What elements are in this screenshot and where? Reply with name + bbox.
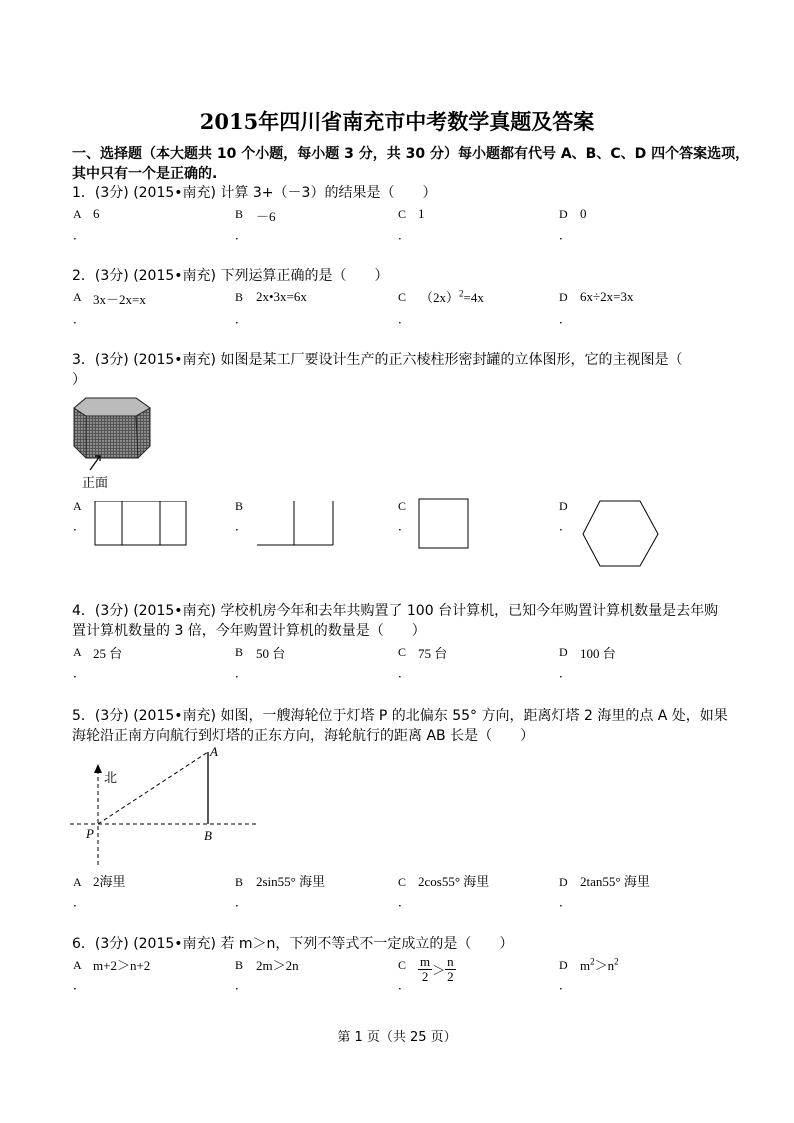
option-a-text: 6 bbox=[93, 206, 100, 221]
option-letter: A bbox=[73, 645, 82, 659]
hexagonal-prism-figure bbox=[72, 392, 156, 464]
option-letter: B bbox=[235, 499, 244, 513]
option-b-text: 2x•3x=6x bbox=[256, 289, 307, 304]
question-stem: 1．(3分) (2015•南充) 计算 3+（－3）的结果是（ ） bbox=[72, 185, 437, 201]
option-dot: ． bbox=[235, 978, 248, 992]
option-dot: ． bbox=[559, 519, 572, 533]
option-dot: ． bbox=[398, 519, 411, 533]
option-letter: C bbox=[398, 875, 407, 889]
page-title: 2015年四川省南充市中考数学真题及答案 bbox=[199, 109, 595, 134]
question-stem: 2．(3分) (2015•南充) 下列运算正确的是（ ） bbox=[72, 268, 389, 284]
option-c-text: 2cos55° 海里 bbox=[418, 874, 490, 889]
option-letter: B bbox=[235, 290, 244, 304]
option-letter: B bbox=[235, 958, 244, 972]
option-dot: ． bbox=[235, 666, 248, 680]
fraction-n-over-2: $\frac{n}{2}$ bbox=[447, 954, 454, 984]
option-d-text: 100 台 bbox=[580, 646, 616, 661]
option-dot: ． bbox=[398, 228, 411, 242]
question-stem: 4．(3分) (2015•南充) 学校机房今年和去年共购置了 100 台计算机，已知今年购置计算机数量是去年购 bbox=[72, 603, 719, 619]
option-dot: ． bbox=[235, 519, 248, 533]
option-letter: D bbox=[559, 290, 568, 304]
option-letter: D bbox=[559, 207, 568, 221]
option-d-text: $m^2>n^2$ bbox=[580, 956, 619, 973]
option-a-text: m+2＞n+2 bbox=[93, 958, 151, 973]
option-dot: ． bbox=[398, 978, 411, 992]
option-letter: A bbox=[73, 875, 82, 889]
option-letter: A bbox=[73, 290, 82, 304]
option-a-text: 25 台 bbox=[93, 646, 123, 661]
option-dot: ． bbox=[559, 228, 572, 242]
option-letter: B bbox=[235, 875, 244, 889]
figure-label-front: 正面 bbox=[82, 476, 109, 491]
question-stem-continued: 海轮沿正南方向航行到灯塔的正东方向，海轮航行的距离 AB 长是（ ） bbox=[72, 728, 535, 744]
option-dot: ． bbox=[398, 895, 411, 909]
section-header-line1: 一、选择题（本大题共 10 个小题，每小题 3 分，共 30 分）每小题都有代号 A、B、C、D 四个答案选项， bbox=[72, 146, 750, 162]
option-letter: D bbox=[559, 645, 568, 659]
option-dot: ． bbox=[235, 228, 248, 242]
option-dot: ． bbox=[235, 895, 248, 909]
option-c-text: 1 bbox=[418, 206, 425, 221]
north-label: 北 bbox=[104, 771, 118, 786]
option-c-text: 75 台 bbox=[418, 646, 448, 661]
option-dot: ． bbox=[73, 228, 86, 242]
option-b-text: 2m＞2n bbox=[256, 958, 299, 973]
option-dot: ． bbox=[559, 666, 572, 680]
question-stem: 5．(3分) (2015•南充) 如图，一艘海轮位于灯塔 P 的北偏东 55° 方向，距离灯塔 2 海里的点 A 处，如果 bbox=[72, 708, 728, 724]
option-letter: C bbox=[398, 207, 407, 221]
fraction-m-over-2: $\frac{m}{2}$ bbox=[420, 954, 431, 984]
option-a-text: 3x－2x=x bbox=[93, 292, 146, 307]
option-c-text: $(2x)^2=4x$ bbox=[420, 288, 484, 305]
option-dot: ． bbox=[73, 312, 86, 326]
option-dot: ． bbox=[559, 978, 572, 992]
option-letter: C bbox=[398, 290, 407, 304]
option-letter: D bbox=[559, 958, 568, 972]
option-dot: ． bbox=[73, 978, 86, 992]
option-d-text: 0 bbox=[580, 206, 587, 221]
navigation-diagram bbox=[70, 740, 260, 872]
option-letter: A bbox=[73, 499, 82, 513]
option-dot: ． bbox=[559, 895, 572, 909]
option-d-hexagon-figure bbox=[582, 500, 660, 568]
option-b-text: 50 台 bbox=[256, 646, 286, 661]
option-letter: B bbox=[235, 207, 244, 221]
point-b-label: B bbox=[204, 828, 212, 843]
option-dot: ． bbox=[73, 519, 86, 533]
section-header-line2: 其中只有一个是正确的. bbox=[72, 166, 218, 182]
question-stem: 6．(3分) (2015•南充) 若 m＞n，下列不等式不一定成立的是（ ） bbox=[72, 936, 514, 952]
point-p-label: P bbox=[86, 826, 94, 841]
option-a-mask bbox=[94, 499, 188, 501]
option-dot: ． bbox=[398, 666, 411, 680]
option-a-text: 2海里 bbox=[93, 874, 126, 889]
option-d-text: 6x÷2x=3x bbox=[580, 289, 634, 304]
option-letter: A bbox=[73, 207, 82, 221]
option-dot: ． bbox=[559, 312, 572, 326]
option-letter: D bbox=[559, 875, 568, 889]
arrow-icon bbox=[88, 452, 104, 472]
option-d-text: 2tan55° 海里 bbox=[580, 874, 650, 889]
question-stem-continued: 置计算机数量的 3 倍，今年购置计算机的数量是（ ） bbox=[72, 623, 426, 639]
option-dot: ． bbox=[73, 895, 86, 909]
option-a-figure bbox=[94, 500, 188, 546]
option-dot: ． bbox=[235, 312, 248, 326]
option-letter: A bbox=[73, 958, 82, 972]
option-dot: ． bbox=[398, 312, 411, 326]
option-b-figure bbox=[256, 500, 334, 546]
option-letter: C bbox=[398, 499, 407, 513]
option-dot: ． bbox=[73, 666, 86, 680]
option-letter: B bbox=[235, 645, 244, 659]
option-letter: D bbox=[559, 499, 568, 513]
question-stem: 3．(3分) (2015•南充) 如图是某工厂要设计生产的正六棱柱形密封罐的立体图形，它的主视图是（ bbox=[72, 352, 683, 368]
option-c-figure bbox=[418, 498, 470, 550]
option-b-text: 2sin55° 海里 bbox=[256, 874, 326, 889]
option-letter: C bbox=[398, 958, 407, 972]
option-c-fraction-inequality: $\frac{m}{2}$ ＞ $\frac{n}{2}$ bbox=[420, 954, 454, 984]
point-a-label: A bbox=[210, 744, 218, 759]
option-b-text: －6 bbox=[256, 209, 276, 224]
page-footer: 第 1 页（共 25 页） bbox=[337, 1030, 457, 1045]
option-letter: C bbox=[398, 645, 407, 659]
question-stem-continued: ） bbox=[72, 372, 86, 388]
